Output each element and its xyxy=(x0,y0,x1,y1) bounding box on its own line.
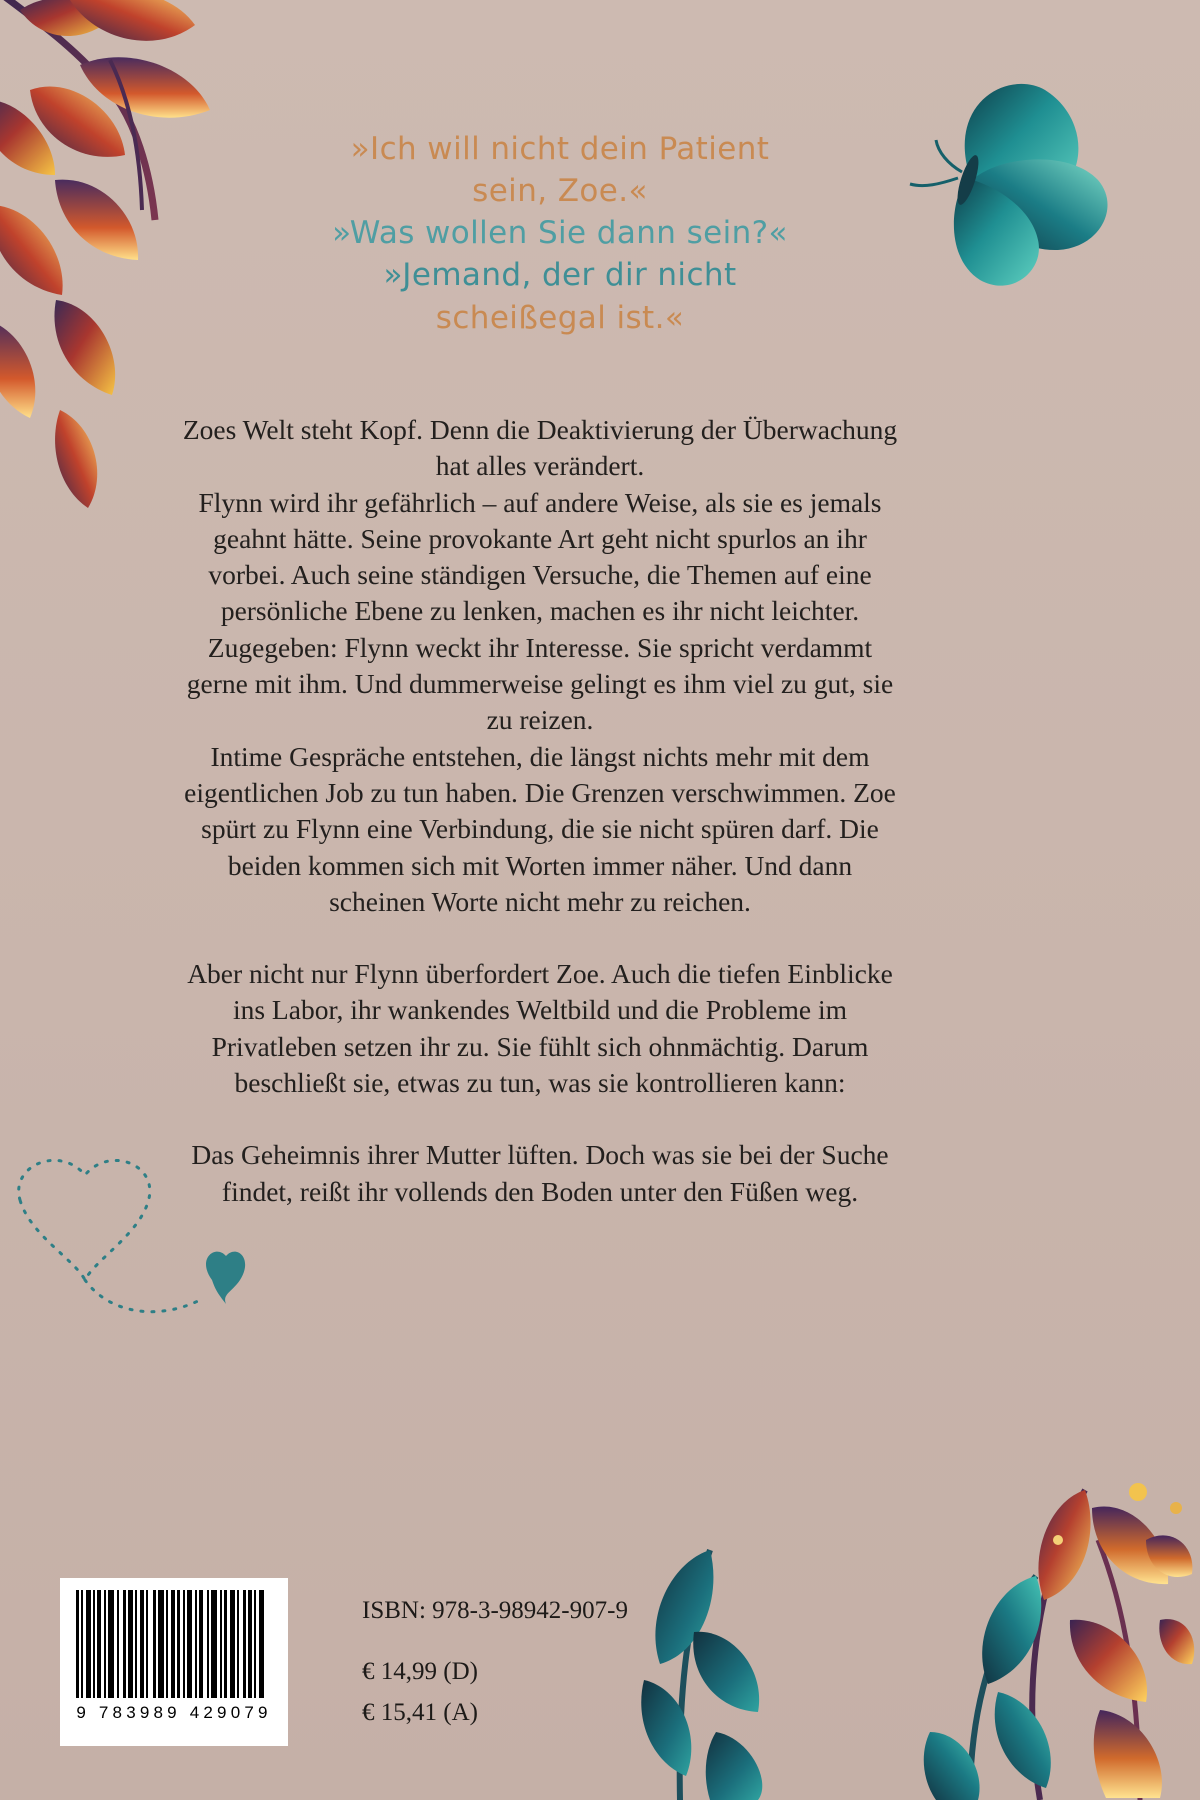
price-at: € 15,41 (A) xyxy=(362,1699,478,1726)
floral-bouquet-icon xyxy=(740,1240,1200,1800)
blurb-paragraph-5: Aber nicht nur Flynn überfordert Zoe. Auch die tiefen Einblicke ins Labor, ihr wankendes Weltbild und die Probleme im Privatleben setzen ihr zu. Sie fühlt sich ohnmächtig. Darum beschließt sie, etwas zu tun, was sie kontrollieren kann: xyxy=(187,958,893,1099)
blurb-paragraph-3: Zugegeben: Flynn weckt ihr Interesse. Sie spricht verdammt gerne mit ihm. Und dummerweise gelingt es ihm viel zu gut, sie zu reizen. xyxy=(186,631,894,736)
blurb-paragraph-4: Intime Gespräche entstehen, die längst nichts mehr mit dem eigentlichen Job zu tun haben. Die Grenzen verschwimmen. Zoe spürt zu Flynn eine Verbindung, die sie nicht spüren darf. Die beiden kommen sich mit Worten immer näher. Und dann scheinen Worte nicht mehr zu reichen. xyxy=(184,740,896,917)
imprint-block xyxy=(362,1598,628,1725)
blurb-paragraph-2: Flynn wird ihr gefährlich – auf andere Weise, als sie es jemals geahnt hätte. Seine provokante Art geht nicht spurlos an ihr vorbei. Auch seine ständigen Versuche, die Themen auf eine persönliche Ebene zu lenken, machen es ihr nicht leichter. xyxy=(198,486,882,627)
isbn-text: ISBN: 978-3-98942-907-9 xyxy=(362,1597,628,1624)
quote-line-4: »Jemand, der dir nicht xyxy=(383,257,737,294)
teal-butterfly-icon xyxy=(840,60,1140,360)
blurb-paragraph-6: Das Geheimnis ihrer Mutter lüften. Doch was sie bei der Suche findet, reißt ihr vollends den Boden unter den Füßen weg. xyxy=(191,1139,889,1207)
barcode xyxy=(60,1578,288,1746)
cover-quote xyxy=(300,128,820,339)
quote-line-5: scheißegal ist.« xyxy=(435,299,685,336)
back-cover-blurb xyxy=(180,412,900,1210)
quote-line-3: »Was wollen Sie dann sein?« xyxy=(332,215,788,252)
teal-leaf-stem-icon xyxy=(560,1380,820,1800)
barcode-digits: 9 783989 429079 xyxy=(76,1703,272,1722)
barcode-bars xyxy=(76,1590,272,1698)
quote-line-1: »Ich will nicht dein Patient xyxy=(350,131,770,167)
price-de: € 14,99 (D) xyxy=(362,1658,478,1685)
quote-line-2: sein, Zoe.« xyxy=(472,173,648,210)
blurb-paragraph-1: Zoes Welt steht Kopf. Denn die Deaktivierung der Überwachung hat alles verändert. xyxy=(182,414,898,482)
